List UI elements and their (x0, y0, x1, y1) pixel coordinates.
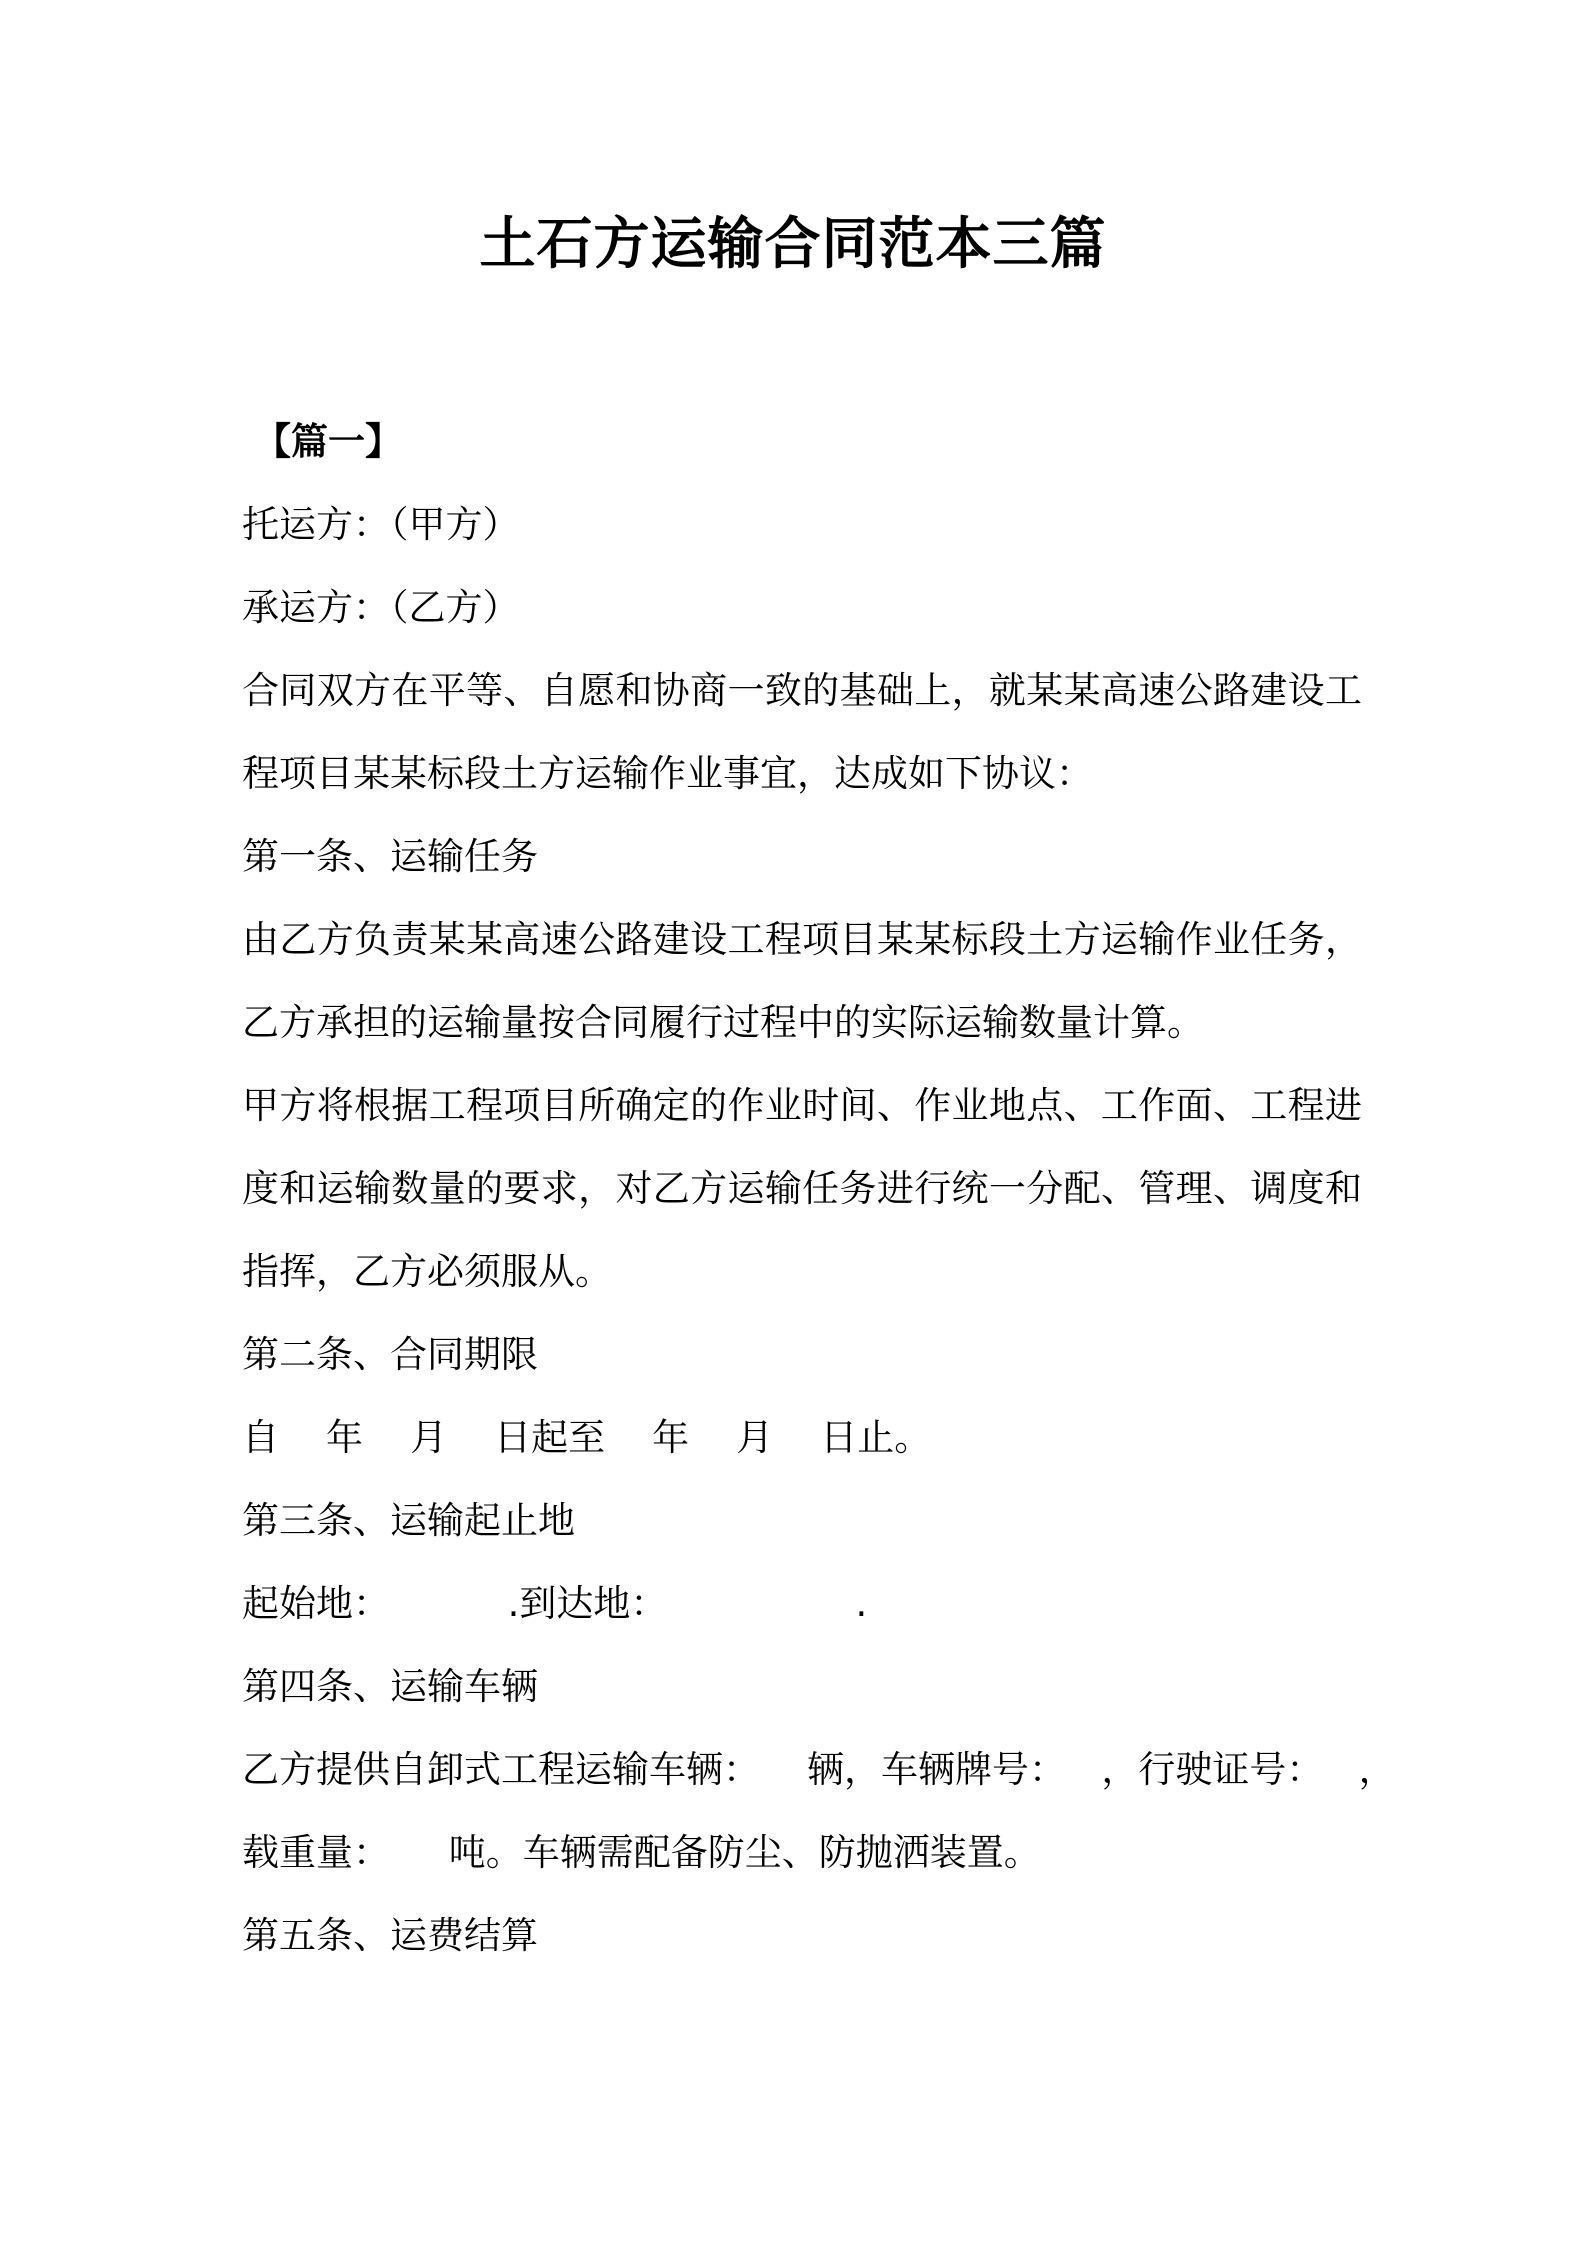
paragraph-line: 托运方：（甲方） (242, 503, 520, 546)
document-body (242, 400, 1396, 1977)
section-heading: 【篇一】 (254, 420, 402, 463)
paragraph-line: 乙方提供自卸式工程运输车辆： 辆，车辆牌号： ，行驶证号： ， (242, 1748, 1396, 1791)
document-title: 土石方运输合同范本三篇 (479, 212, 1107, 277)
article-heading: 第二条、合同期限 (242, 1333, 538, 1376)
paragraph-line: 载重量： 吨。车辆需配备防尘、防抛洒装置。 (242, 1831, 1041, 1874)
paragraph-line: 合同双方在平等、自愿和协商一致的基础上，就某某高速公路建设工 (242, 669, 1362, 712)
paragraph-line: 起始地： .到达地： . (242, 1582, 868, 1625)
paragraph-line: 程项目某某标段土方运输作业事宜，达成如下协议： (242, 752, 1093, 795)
article-heading: 第三条、运输起止地 (242, 1499, 575, 1542)
paragraph-line: 甲方将根据工程项目所确定的作业时间、作业地点、工作面、工程进 (242, 1084, 1362, 1127)
paragraph-line: 度和运输数量的要求，对乙方运输任务进行统一分配、管理、调度和 (242, 1167, 1362, 1210)
paragraph-line: 指挥，乙方必须服从。 (242, 1250, 612, 1293)
paragraph-line: 由乙方负责某某高速公路建设工程项目某某标段土方运输作业任务， (242, 918, 1362, 961)
paragraph-line: 自 年 月 日起至 年 月 日止。 (242, 1416, 932, 1459)
article-heading: 第一条、运输任务 (242, 835, 538, 878)
article-heading: 第五条、运费结算 (242, 1914, 538, 1957)
paragraph-line: 承运方：（乙方） (242, 586, 520, 629)
paragraph-line: 乙方承担的运输量按合同履行过程中的实际运输数量计算。 (242, 1001, 1204, 1044)
article-heading: 第四条、运输车辆 (242, 1665, 538, 1708)
